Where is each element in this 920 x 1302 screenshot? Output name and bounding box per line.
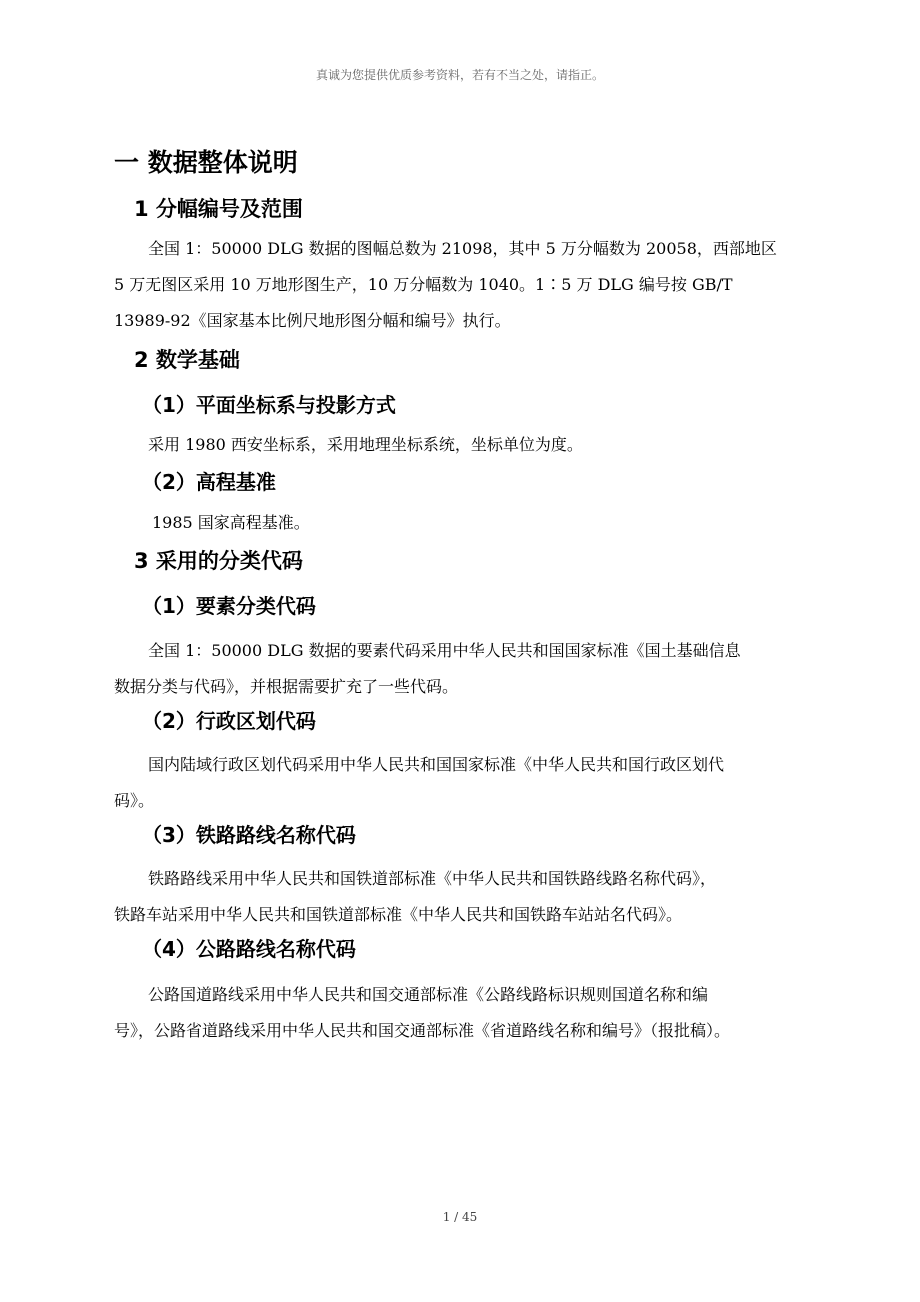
paragraph-line: 铁路路线采用中华人民共和国铁道部标准《中华人民共和国铁路线路名称代码》， bbox=[148, 869, 717, 888]
paragraph-line: 公路国道路线采用中华人民共和国交通部标准《公路线路标识规则国道名称和编 bbox=[148, 985, 709, 1004]
subsection-heading: （4）公路路线名称代码 bbox=[142, 937, 356, 961]
subsection-heading: （1）平面坐标系与投影方式 bbox=[142, 393, 396, 417]
paragraph-line: 国内陆域行政区划代码采用中华人民共和国国家标准《中华人民共和国行政区划代 bbox=[148, 755, 725, 774]
paragraph-line: 铁路车站采用中华人民共和国铁道部标准《中华人民共和国铁路车站站名代码》。 bbox=[114, 905, 683, 924]
header-note: 真诚为您提供优质参考资料，若有不当之处，请指正。 bbox=[315, 68, 604, 82]
subsection-heading: （3）铁路路线名称代码 bbox=[142, 823, 356, 847]
page-number: 1 / 45 bbox=[442, 1210, 478, 1224]
paragraph-line: 1985 国家高程基准。 bbox=[152, 513, 310, 532]
section-heading-1: 1 分幅编号及范围 bbox=[134, 197, 303, 221]
paragraph-line: 全国 1：50000 DLG 数据的图幅总数为 21098，其中 5 万分幅数为 20058，西部地区 bbox=[148, 239, 777, 258]
paragraph-line: 数据分类与代码》，并根据需要扩充了一些代码。 bbox=[114, 677, 459, 696]
section-heading-3: 3 采用的分类代码 bbox=[134, 549, 303, 573]
subsection-heading: （2）高程基准 bbox=[142, 470, 276, 494]
paragraph-line: 13989-92《国家基本比例尺地形图分幅和编号》执行。 bbox=[114, 311, 511, 330]
subsection-heading: （1）要素分类代码 bbox=[142, 594, 316, 618]
paragraph-line: 号》，公路省道路线采用中华人民共和国交通部标准《省道路线名称和编号》（报批稿）。 bbox=[114, 1021, 731, 1040]
subsection-heading: （2）行政区划代码 bbox=[142, 709, 316, 733]
paragraph-line: 全国 1：50000 DLG 数据的要素代码采用中华人民共和国国家标准《国土基础信息 bbox=[148, 641, 741, 660]
paragraph-line: 采用 1980 西安坐标系，采用地理坐标系统，坐标单位为度。 bbox=[148, 435, 583, 454]
document-title: 一 数据整体说明 bbox=[114, 148, 298, 177]
paragraph-line: 5 万无图区采用 10 万地形图生产，10 万分幅数为 1040。1∶5 万 DLG 编号按 GB/T bbox=[114, 275, 733, 294]
paragraph-line: 码》。 bbox=[114, 791, 155, 810]
section-heading-2: 2 数学基础 bbox=[134, 348, 240, 372]
